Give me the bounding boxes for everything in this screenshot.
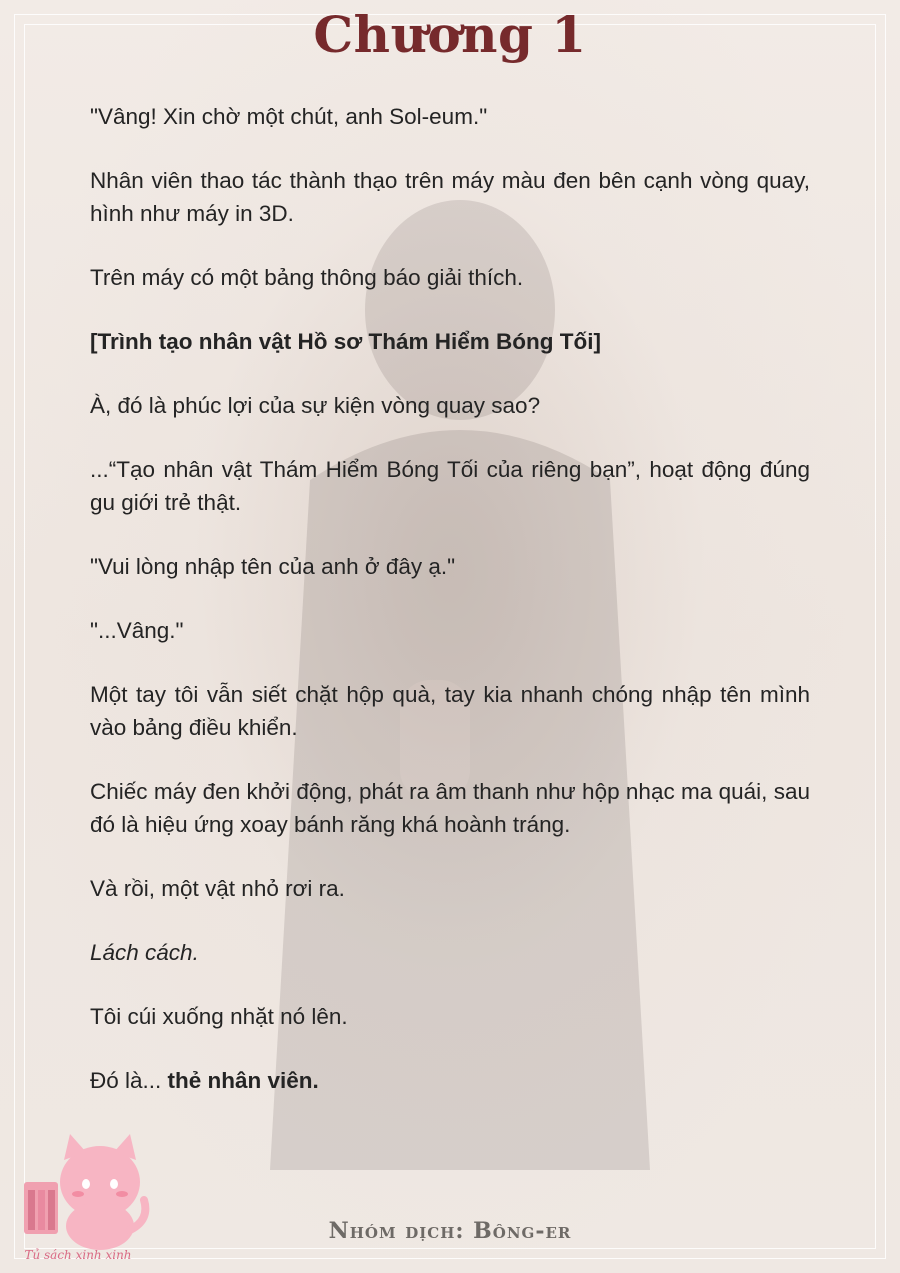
paragraph-text: Lách cách. — [90, 940, 199, 965]
paragraph — [90, 775, 810, 841]
paragraph — [90, 936, 810, 969]
paragraph-text: À, đó là phúc lợi của sự kiện vòng quay sao? — [90, 393, 541, 418]
paragraph-text: thẻ nhân viên. — [167, 1068, 319, 1093]
paragraph — [90, 872, 810, 905]
paragraph — [90, 1064, 810, 1097]
paragraph-text: "Vui lòng nhập tên của anh ở đây ạ." — [90, 554, 456, 579]
paragraph-text: Nhân viên thao tác thành thạo trên máy màu đen bên cạnh vòng quay, hình như máy in 3D. — [90, 168, 810, 226]
paragraph — [90, 678, 810, 744]
paragraph — [90, 389, 810, 422]
paragraph — [90, 1000, 810, 1033]
paragraph — [90, 164, 810, 230]
cat-books-logo — [18, 1130, 153, 1265]
paragraph-text: Chiếc máy đen khởi động, phát ra âm thanh như hộp nhạc ma quái, sau đó là hiệu ứng xoay bánh răng khá hoành tráng. — [90, 779, 810, 837]
paragraph-text: ...“Tạo nhân vật Thám Hiểm Bóng Tối của riêng bạn”, hoạt động đúng gu giới trẻ thật. — [90, 457, 810, 515]
paragraph — [90, 550, 810, 583]
logo-caption: Tủ sách xinh xinh — [24, 1248, 132, 1262]
paragraph-text: Trên máy có một bảng thông báo giải thích. — [90, 265, 524, 290]
translator-credit: Nhóm dịch: Bông-er — [328, 1218, 572, 1244]
chapter-title: Chương 1 — [313, 5, 587, 64]
paragraph — [90, 614, 810, 647]
paragraph — [90, 261, 810, 294]
chapter-body — [90, 100, 810, 1128]
paragraph-text: "Vâng! Xin chờ một chút, anh Sol-eum." — [90, 104, 488, 129]
paragraph-text: Tôi cúi xuống nhặt nó lên. — [90, 1004, 348, 1029]
paragraph-text: [Trình tạo nhân vật Hồ sơ Thám Hiểm Bóng Tối] — [90, 329, 602, 354]
paragraph — [90, 453, 810, 519]
paragraph-text: Đó là... — [90, 1068, 168, 1093]
paragraph — [90, 325, 810, 358]
paragraph-text: Một tay tôi vẫn siết chặt hộp quà, tay kia nhanh chóng nhập tên mình vào bảng điều khiển. — [90, 682, 810, 740]
paragraph — [90, 100, 810, 133]
paragraph-text: "...Vâng." — [90, 618, 184, 643]
paragraph-text: Và rồi, một vật nhỏ rơi ra. — [90, 876, 345, 901]
